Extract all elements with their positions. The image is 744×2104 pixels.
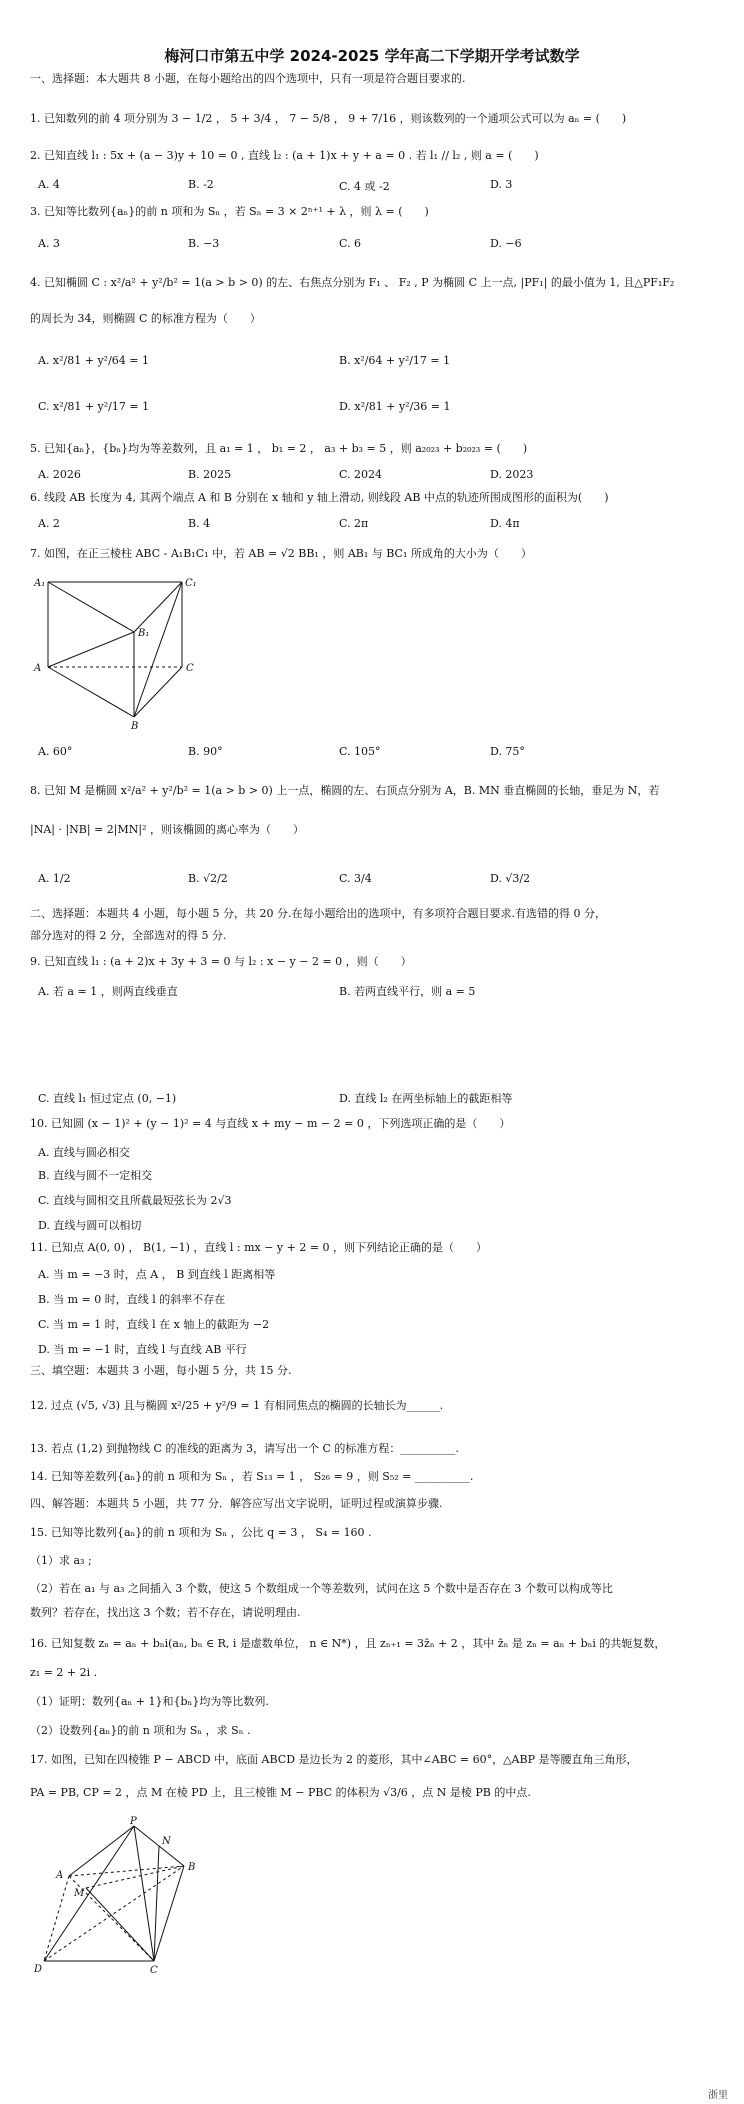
q15-part-1: （1）求 a₃ ; bbox=[30, 1554, 92, 1567]
section-1-heading: 一、选择题：本大题共 8 小题，在每小题给出的四个选项中，只有一项是符合题目要求的. bbox=[30, 72, 466, 85]
question-4-line2: 的周长为 34，则椭圆 C 的标准方程为（ ） bbox=[30, 312, 261, 325]
q10-option-d: D. 直线与圆可以相切 bbox=[38, 1219, 142, 1232]
q10-option-a: A. 直线与圆必相交 bbox=[38, 1146, 130, 1159]
q11-option-a: A. 当 m = −3 时，点 A ， B 到直线 l 距离相等 bbox=[38, 1268, 276, 1281]
label-d: D bbox=[34, 1964, 43, 1975]
q9-option-d: D. 直线 l₂ 在两坐标轴上的截距相等 bbox=[339, 1092, 513, 1105]
edge-pa bbox=[69, 1826, 134, 1876]
q3-option-c: C. 6 bbox=[339, 237, 362, 250]
q4-option-a: A. x²/81 + y²/64 = 1 bbox=[38, 354, 149, 367]
q8-option-b: B. √2/2 bbox=[188, 872, 228, 885]
q2-option-d: D. 3 bbox=[490, 178, 513, 191]
q7-option-d: D. 75° bbox=[490, 745, 525, 758]
q9-option-a: A. 若 a = 1 ，则两直线垂直 bbox=[38, 985, 178, 998]
question-1: 1. 已知数列的前 4 项分别为 3 − 1/2 ， 5 + 3/4 ， 7 − 5/8 ， 9 + 7/16 ，则该数列的一个通项公式可以为 aₙ = ( ) bbox=[30, 112, 627, 125]
label-b: B bbox=[131, 721, 139, 732]
label-b1: B₁ bbox=[138, 628, 150, 639]
label-c: C bbox=[150, 1965, 158, 1976]
q7-option-c: C. 105° bbox=[339, 745, 381, 758]
q9-option-c: C. 直线 l₁ 恒过定点 (0, −1) bbox=[38, 1092, 177, 1105]
q6-option-c: C. 2π bbox=[339, 517, 369, 530]
q6-option-d: D. 4π bbox=[490, 517, 520, 530]
edge-ad-hidden bbox=[44, 1876, 69, 1961]
q6-option-b: B. 4 bbox=[188, 517, 211, 530]
q11-option-b: B. 当 m = 0 时，直线 l 的斜率不存在 bbox=[38, 1293, 226, 1306]
section-4-heading: 四、解答题：本题共 5 小题，共 77 分．解答应写出文字说明，证明过程或演算步骤. bbox=[30, 1497, 443, 1510]
q2-option-c: C. 4 或 -2 bbox=[339, 180, 390, 193]
section-2-heading-line1: 二、选择题：本题共 4 小题，每小题 5 分，共 20 分.在每小题给出的选项中，有多项符合题目要求.有选错的得 0 分， bbox=[30, 907, 606, 920]
segment-nc bbox=[154, 1846, 159, 1961]
q10-option-c: C. 直线与圆相交且所截最短弦长为 2√3 bbox=[38, 1194, 232, 1207]
edge-pd bbox=[44, 1826, 134, 1961]
edge-ab-hidden bbox=[69, 1866, 184, 1876]
edge-ab bbox=[48, 667, 134, 717]
prism-diagram bbox=[30, 572, 200, 732]
question-4-line1: 4. 已知椭圆 C : x²/a² + y²/b² = 1(a > b > 0) 的左、右焦点分别为 F₁ 、 F₂ , P 为椭圆 C 上一点, |PF₁| 的最小值为 1, 且△PF₁F₂ bbox=[30, 276, 675, 289]
footer-watermark: 浙里 bbox=[708, 2090, 728, 2101]
page-title: 梅河口市第五中学 2024-2025 学年高二下学期开学考试数学 bbox=[164, 47, 580, 65]
q11-option-c: C. 当 m = 1 时，直线 l 在 x 轴上的截距为 −2 bbox=[38, 1318, 270, 1331]
question-17-line2: PA = PB, CP = 2 ，点 M 在棱 PD 上，且三棱锥 M − PBC 的体积为 √3/6 ，点 N 是棱 PB 的中点. bbox=[30, 1786, 531, 1799]
q4-option-b: B. x²/64 + y²/17 = 1 bbox=[339, 354, 451, 367]
q5-option-b: B. 2025 bbox=[188, 468, 232, 481]
section-2-heading-line2: 部分选对的得 2 分，全部选对的得 5 分. bbox=[30, 929, 227, 942]
q3-option-d: D. −6 bbox=[490, 237, 522, 250]
q3-option-a: A. 3 bbox=[38, 237, 60, 250]
question-14: 14. 已知等差数列{aₙ}的前 n 项和为 Sₙ ，若 S₁₃ = 1 ， S₂₆ = 9 ，则 S₅₂ = __________. bbox=[30, 1470, 474, 1483]
question-9: 9. 已知直线 l₁ : (a + 2)x + 3y + 3 = 0 与 l₂ : x − y − 2 = 0 ，则（ ） bbox=[30, 955, 412, 968]
label-c1: C₁ bbox=[185, 578, 197, 589]
question-8-line2: |NA| · |NB| = 2|MN|² ，则该椭圆的离心率为（ ） bbox=[30, 823, 305, 836]
question-8-line1: 8. 已知 M 是椭圆 x²/a² + y²/b² = 1(a > b > 0) 上一点，椭圆的左、右顶点分别为 A，B. MN 垂直椭圆的长轴，垂足为 N，若 bbox=[30, 784, 660, 797]
label-a: A bbox=[34, 663, 42, 674]
edge-a1b1 bbox=[48, 582, 134, 632]
edge-cb bbox=[154, 1866, 184, 1961]
segment-bc1 bbox=[134, 582, 182, 717]
label-p: P bbox=[130, 1816, 137, 1827]
q15-part-2-line1: （2）若在 a₁ 与 a₃ 之间插入 3 个数，使这 5 个数组成一个等差数列，试问在这 5 个数中是否存在 3 个数可以构成等比 bbox=[30, 1582, 613, 1595]
question-6: 6. 线段 AB 长度为 4, 其两个端点 A 和 B 分别在 x 轴和 y 轴上滑动, 则线段 AB 中点的轨迹所围成图形的面积为( ) bbox=[30, 491, 609, 504]
q5-option-a: A. 2026 bbox=[38, 468, 81, 481]
q4-option-c: C. x²/81 + y²/17 = 1 bbox=[38, 400, 150, 413]
q5-option-c: C. 2024 bbox=[339, 468, 383, 481]
segment-mb-hidden bbox=[86, 1866, 184, 1888]
section-3-heading: 三、填空题：本题共 3 小题，每小题 5 分，共 15 分. bbox=[30, 1364, 292, 1377]
q10-option-b: B. 直线与圆不一定相交 bbox=[38, 1169, 153, 1182]
question-7: 7. 如图，在正三棱柱 ABC - A₁B₁C₁ 中，若 AB = √2 BB₁ ，则 AB₁ 与 BC₁ 所成角的大小为（ ） bbox=[30, 547, 532, 560]
q7-option-a: A. 60° bbox=[38, 745, 73, 758]
question-5: 5. 已知{aₙ}，{bₙ}均为等差数列，且 a₁ = 1 ， b₁ = 2 ， a₃ + b₃ = 5 ，则 a₂₀₂₃ + b₂₀₂₃ = ( ) bbox=[30, 442, 528, 455]
q15-part-2-line2: 数列？若存在，找出这 3 个数；若不存在，请说明理由. bbox=[30, 1606, 301, 1619]
label-m: M bbox=[74, 1888, 85, 1899]
edge-c1b1 bbox=[134, 582, 182, 632]
question-16-line2: z₁ = 2 + 2i . bbox=[30, 1666, 98, 1679]
q2-option-b: B. -2 bbox=[188, 178, 214, 191]
question-11: 11. 已知点 A(0, 0) ， B(1, −1) ，直线 l : mx − y + 2 = 0 ，则下列结论正确的是（ ） bbox=[30, 1241, 488, 1254]
q16-part-2: （2）设数列{aₙ}的前 n 项和为 Sₙ ，求 Sₙ . bbox=[30, 1724, 251, 1737]
question-3: 3. 已知等比数列{aₙ}的前 n 项和为 Sₙ ，若 Sₙ = 3 × 2ⁿ⁺¹ + λ ，则 λ = ( ) bbox=[30, 205, 429, 218]
q3-option-b: B. −3 bbox=[188, 237, 220, 250]
question-13: 13. 若点 (1,2) 到抛物线 C 的准线的距离为 3，请写出一个 C 的标准方程：__________. bbox=[30, 1442, 459, 1455]
q8-option-d: D. √3/2 bbox=[490, 872, 531, 885]
question-15: 15. 已知等比数列{aₙ}的前 n 项和为 Sₙ ，公比 q = 3 ， S₄ = 160 . bbox=[30, 1526, 372, 1539]
q8-option-a: A. 1/2 bbox=[38, 872, 71, 885]
question-17-line1: 17. 如图，已知在四棱锥 P − ABCD 中，底面 ABCD 是边长为 2 的菱形，其中∠ABC = 60°，△ABP 是等腰直角三角形， bbox=[30, 1753, 638, 1766]
label-c: C bbox=[186, 663, 194, 674]
q2-option-a: A. 4 bbox=[38, 178, 60, 191]
q4-option-d: D. x²/81 + y²/36 = 1 bbox=[339, 400, 451, 413]
q5-option-d: D. 2023 bbox=[490, 468, 534, 481]
q9-option-b: B. 若两直线平行，则 a = 5 bbox=[339, 985, 476, 998]
question-2: 2. 已知直线 l₁ : 5x + (a − 3)y + 10 = 0 , 直线 l₂ : (a + 1)x + y + a = 0 . 若 l₁ // l₂ , 则 a = ( ) bbox=[30, 149, 539, 162]
q11-option-d: D. 当 m = −1 时，直线 l 与直线 AB 平行 bbox=[38, 1343, 247, 1356]
q8-option-c: C. 3/4 bbox=[339, 872, 372, 885]
edge-cb bbox=[134, 667, 182, 717]
segment-mc bbox=[86, 1888, 154, 1961]
q6-option-a: A. 2 bbox=[38, 517, 60, 530]
question-16-line1: 16. 已知复数 zₙ = aₙ + bₙi(aₙ, bₙ ∈ R, i 是虚数单位， n ∈ N*) ，且 zₙ₊₁ = 3z̄ₙ + 2 ，其中 z̄ₙ 是 zₙ = aₙ + bₙi 的共轭复数， bbox=[30, 1637, 666, 1650]
q16-part-1: （1）证明：数列{aₙ + 1}和{bₙ}均为等比数列. bbox=[30, 1695, 269, 1708]
question-12: 12. 过点 (√5, √3) 且与椭圆 x²/25 + y²/9 = 1 有相同焦点的椭圆的长轴长为______. bbox=[30, 1399, 444, 1412]
pyramid-diagram bbox=[34, 1816, 224, 1976]
label-b: B bbox=[188, 1862, 196, 1873]
label-n: N bbox=[162, 1836, 171, 1847]
segment-ab1 bbox=[48, 632, 134, 667]
question-10: 10. 已知圆 (x − 1)² + (y − 1)² = 4 与直线 x + my − m − 2 = 0 ，下列选项正确的是（ ） bbox=[30, 1117, 511, 1130]
label-a1: A₁ bbox=[34, 578, 46, 589]
label-a: A bbox=[56, 1870, 64, 1881]
diag-db-hidden bbox=[44, 1866, 184, 1961]
q7-option-b: B. 90° bbox=[188, 745, 223, 758]
